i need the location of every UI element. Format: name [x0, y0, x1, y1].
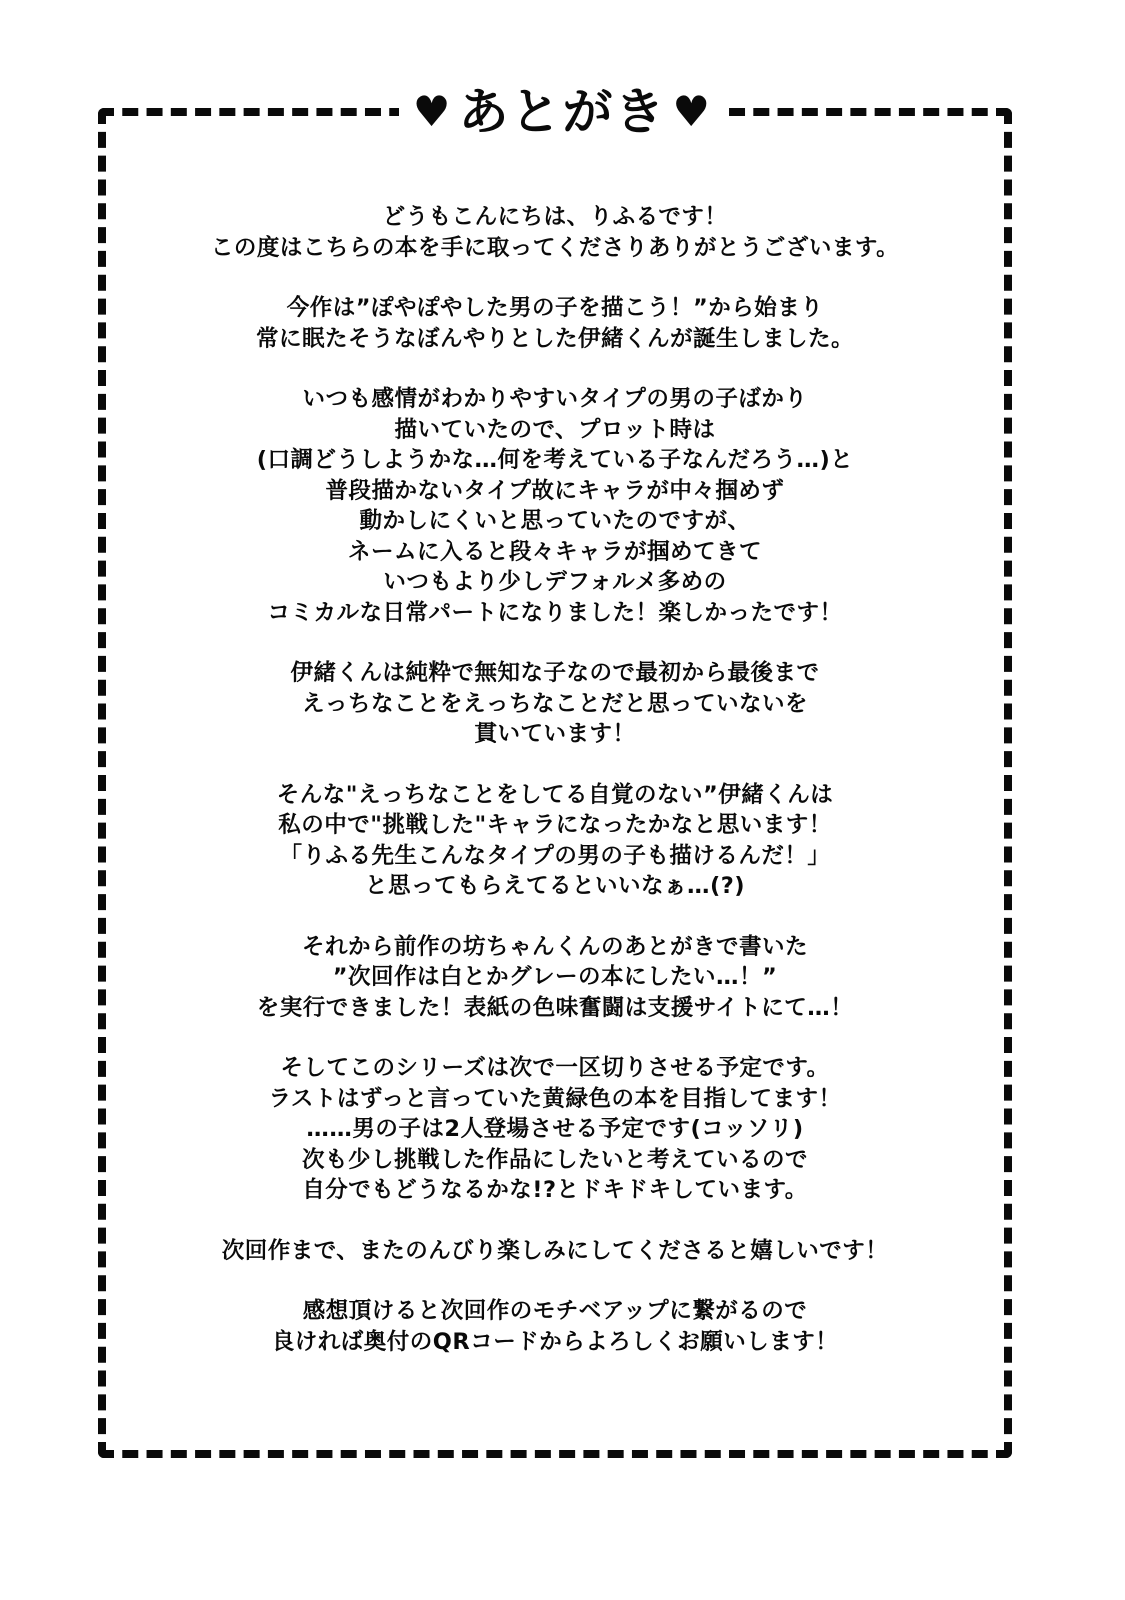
- text-line: を実行できました！表紙の色味奮闘は支援サイトにて…！: [256, 994, 854, 1021]
- page-title: [399, 80, 726, 144]
- heart-icon-left: ♥: [412, 87, 453, 136]
- paragraph: [120, 1053, 990, 1206]
- text-line: 自分でもどうなるかな!?とドキドキしています。: [302, 1177, 808, 1203]
- text-line: 次も少し挑戦した作品にしたいと考えているので: [301, 1146, 808, 1173]
- text-line: 「りふる先生こんなタイプの男の子も描けるんだ！」: [279, 842, 831, 869]
- paragraph: [120, 1236, 990, 1267]
- text-line: 私の中で"挑戦した"キャラになったかなと思います！: [278, 812, 832, 838]
- paragraph: [120, 293, 990, 354]
- text-line: それから前作の坊ちゃんくんのあとがきで書いた: [301, 933, 808, 960]
- text-line: 感想頂けると次回作のモチベアップに繋がるので: [302, 1298, 808, 1324]
- text-line: 次回作まで、またのんびり楽しみにしてくださると嬉しいです！: [221, 1237, 889, 1264]
- text-line: この度はこちらの本を手に取ってくださりありがとうございます。: [210, 234, 900, 261]
- text-line: いつも感情がわかりやすいタイプの男の子ばかり: [302, 386, 808, 412]
- text-line: えっちなことをえっちなことだと思っていないを: [301, 690, 808, 717]
- text-line: 貫いています！: [474, 721, 636, 747]
- text-line: 動かしにくいと思っていたのですが、: [359, 508, 751, 534]
- paragraph: [120, 780, 990, 902]
- text-line: 伊緒くんは純粋で無知な子なので最初から最後まで: [290, 660, 820, 686]
- text-line: 良ければ奥付のQRコードからよろしくお願いします！: [271, 1328, 839, 1355]
- paragraph: [120, 932, 990, 1024]
- text-line: そしてこのシリーズは次で一区切りさせる予定です。: [280, 1055, 830, 1081]
- text-line: 今作は”ぽやぽやした男の子を描こう！”から始まり: [286, 295, 824, 321]
- paragraph: [120, 1296, 990, 1357]
- title-text: あとがき: [458, 83, 667, 141]
- paragraph: [120, 658, 990, 750]
- paragraph: [120, 384, 990, 628]
- heart-icon-right: ♥: [672, 87, 713, 136]
- text-line: そんな"えっちなことをしてる自覚のない”伊緒くんは: [276, 781, 834, 808]
- text-line: 描いていたので、プロット時は: [394, 416, 716, 443]
- text-line: どうもこんにちは、りふるです！: [382, 204, 728, 230]
- text-line: コミカルな日常パートになりました！楽しかったです！: [267, 599, 843, 626]
- text-line: ネームに入ると段々キャラが掴めてきて: [347, 538, 762, 565]
- paragraph: [120, 202, 990, 263]
- text-line: ラストはずっと言っていた黄緑色の本を目指してます！: [268, 1085, 842, 1112]
- text-line: ……男の子は2人登場させる予定です(コッソリ): [306, 1116, 804, 1142]
- text-line: ”次回作は白とかグレーの本にしたい…！”: [332, 964, 778, 990]
- text-line: (口調どうしようかな…何を考えている子なんだろう…)と: [256, 447, 854, 473]
- text-line: 普段描かないタイプ故にキャラが中々掴めず: [325, 477, 785, 504]
- title-area: [0, 80, 1125, 144]
- afterword-body: [120, 202, 990, 1387]
- text-line: いつもより少しデフォルメ多めの: [383, 569, 727, 595]
- text-line: と思ってもらえてるといいなぁ…(?): [364, 873, 746, 899]
- text-line: 常に眠たそうなぼんやりとした伊緒くんが誕生しました。: [255, 325, 854, 352]
